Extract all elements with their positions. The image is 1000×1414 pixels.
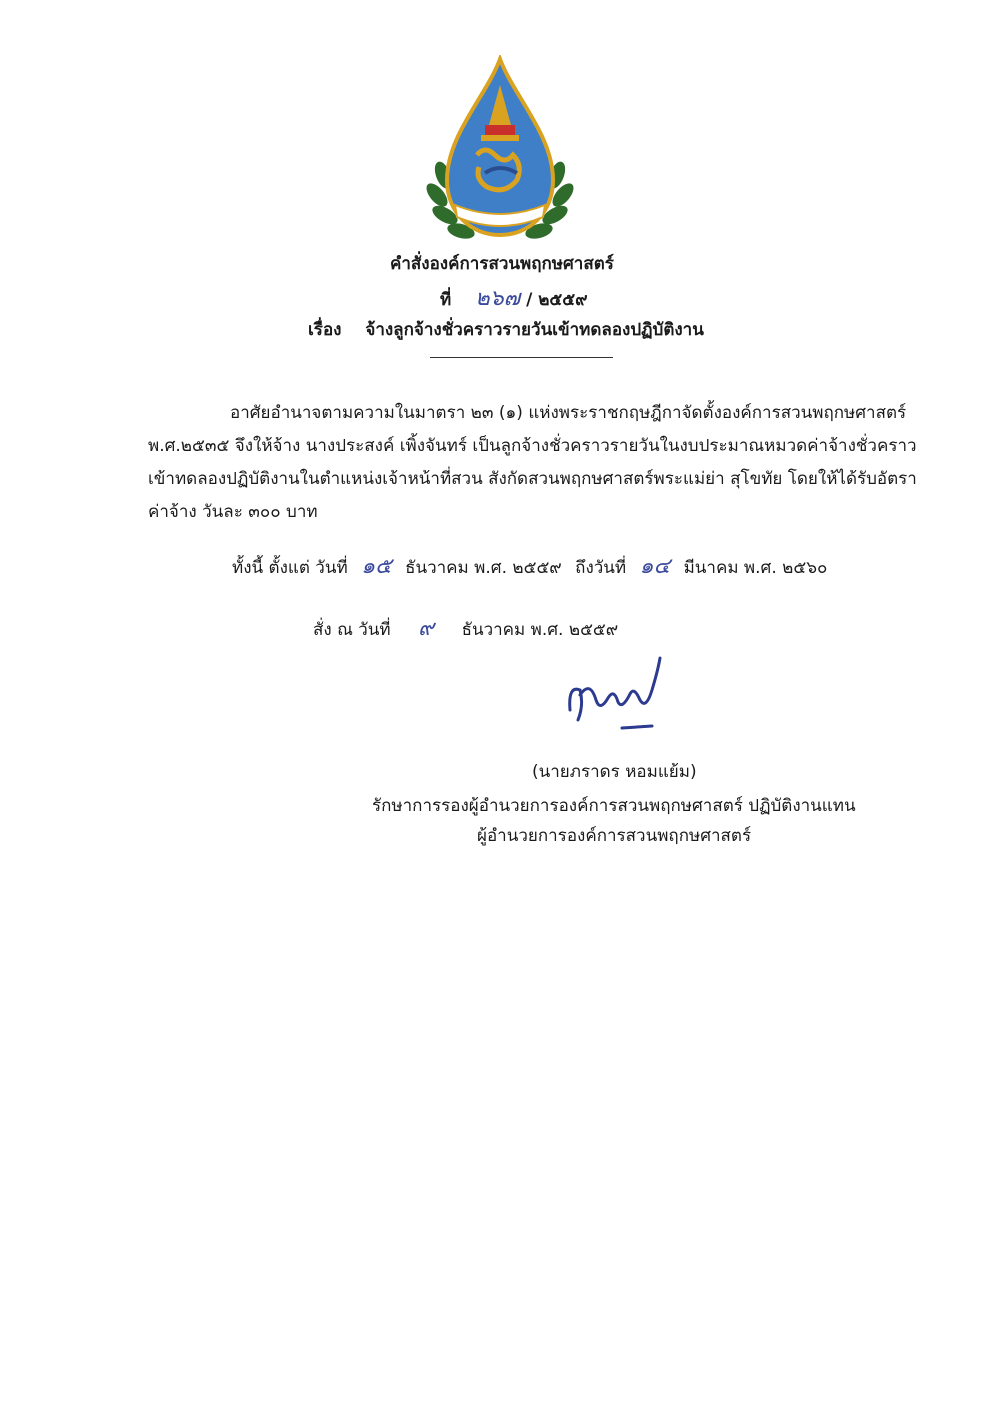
subject-prefix: เรื่อง — [308, 320, 342, 340]
period-to-rest: มีนาคม พ.ศ. ๒๕๖๐ — [683, 558, 828, 578]
handwritten-signature — [560, 650, 700, 735]
period-from-day: ๑๕ — [361, 554, 392, 579]
body-line-1: อาศัยอำนาจตามความในมาตรา ๒๓ (๑) แห่งพระราชกฤษฎีกาจัดตั้งองค์การสวนพฤกษศาสตร์ — [230, 403, 907, 423]
document-title: คำสั่งองค์การสวนพฤกษศาสตร์ — [390, 254, 614, 274]
period-from-rest: ธันวาคม พ.ศ. ๒๕๕๙ — [405, 558, 562, 578]
body-line-3: เข้าทดลองปฏิบัติงานในตำแหน่งเจ้าหน้าที่สวน สังกัดสวนพฤกษศาสตร์พระแม่ย่า สุโขทัย โดยให้ได้รับอัตรา — [148, 469, 917, 489]
period-from-label: ทั้งนี้ ตั้งแต่ วันที่ — [232, 558, 348, 578]
signatory-name: (นายภราดร หอมแย้ม) — [532, 762, 697, 782]
organization-logo — [425, 55, 575, 245]
order-number-handwritten: ๒๖๗ — [475, 286, 521, 311]
order-subject — [308, 316, 704, 343]
ordered-date — [313, 612, 618, 647]
subject-text: จ้างลูกจ้างชั่วคราวรายวันเข้าทดลองปฏิบัติงาน — [365, 320, 704, 340]
ordered-rest: ธันวาคม พ.ศ. ๒๕๕๙ — [461, 620, 619, 640]
order-number-prefix: ที่ — [440, 290, 452, 310]
logo-emblem-icon — [425, 55, 575, 245]
period-to-label: ถึงวันที่ — [575, 558, 627, 578]
period-to-day: ๑๔ — [639, 554, 671, 579]
ordered-day: ๙ — [418, 616, 435, 641]
effective-period — [232, 550, 827, 585]
signatory-position-line-1: รักษาการรองผู้อำนวยการองค์การสวนพฤกษศาสตร์ ปฏิบัติงานแทน — [372, 796, 856, 816]
title-divider — [430, 357, 613, 358]
body-line-4: ค่าจ้าง วันละ ๓๐๐ บาท — [148, 502, 318, 522]
body-line-2: พ.ศ.๒๕๓๕ จึงให้จ้าง นางประสงค์ เพิ้งจันทร์ เป็นลูกจ้างชั่วคราวรายวันในงบประมาณหมวดค่าจ้างชั่วคราว — [148, 436, 917, 456]
order-number — [440, 280, 588, 315]
order-number-suffix: / ๒๕๕๙ — [526, 290, 588, 310]
signatory-position-line-2: ผู้อำนวยการองค์การสวนพฤกษศาสตร์ — [477, 826, 752, 846]
ordered-label: สั่ง ณ วันที่ — [313, 620, 391, 640]
